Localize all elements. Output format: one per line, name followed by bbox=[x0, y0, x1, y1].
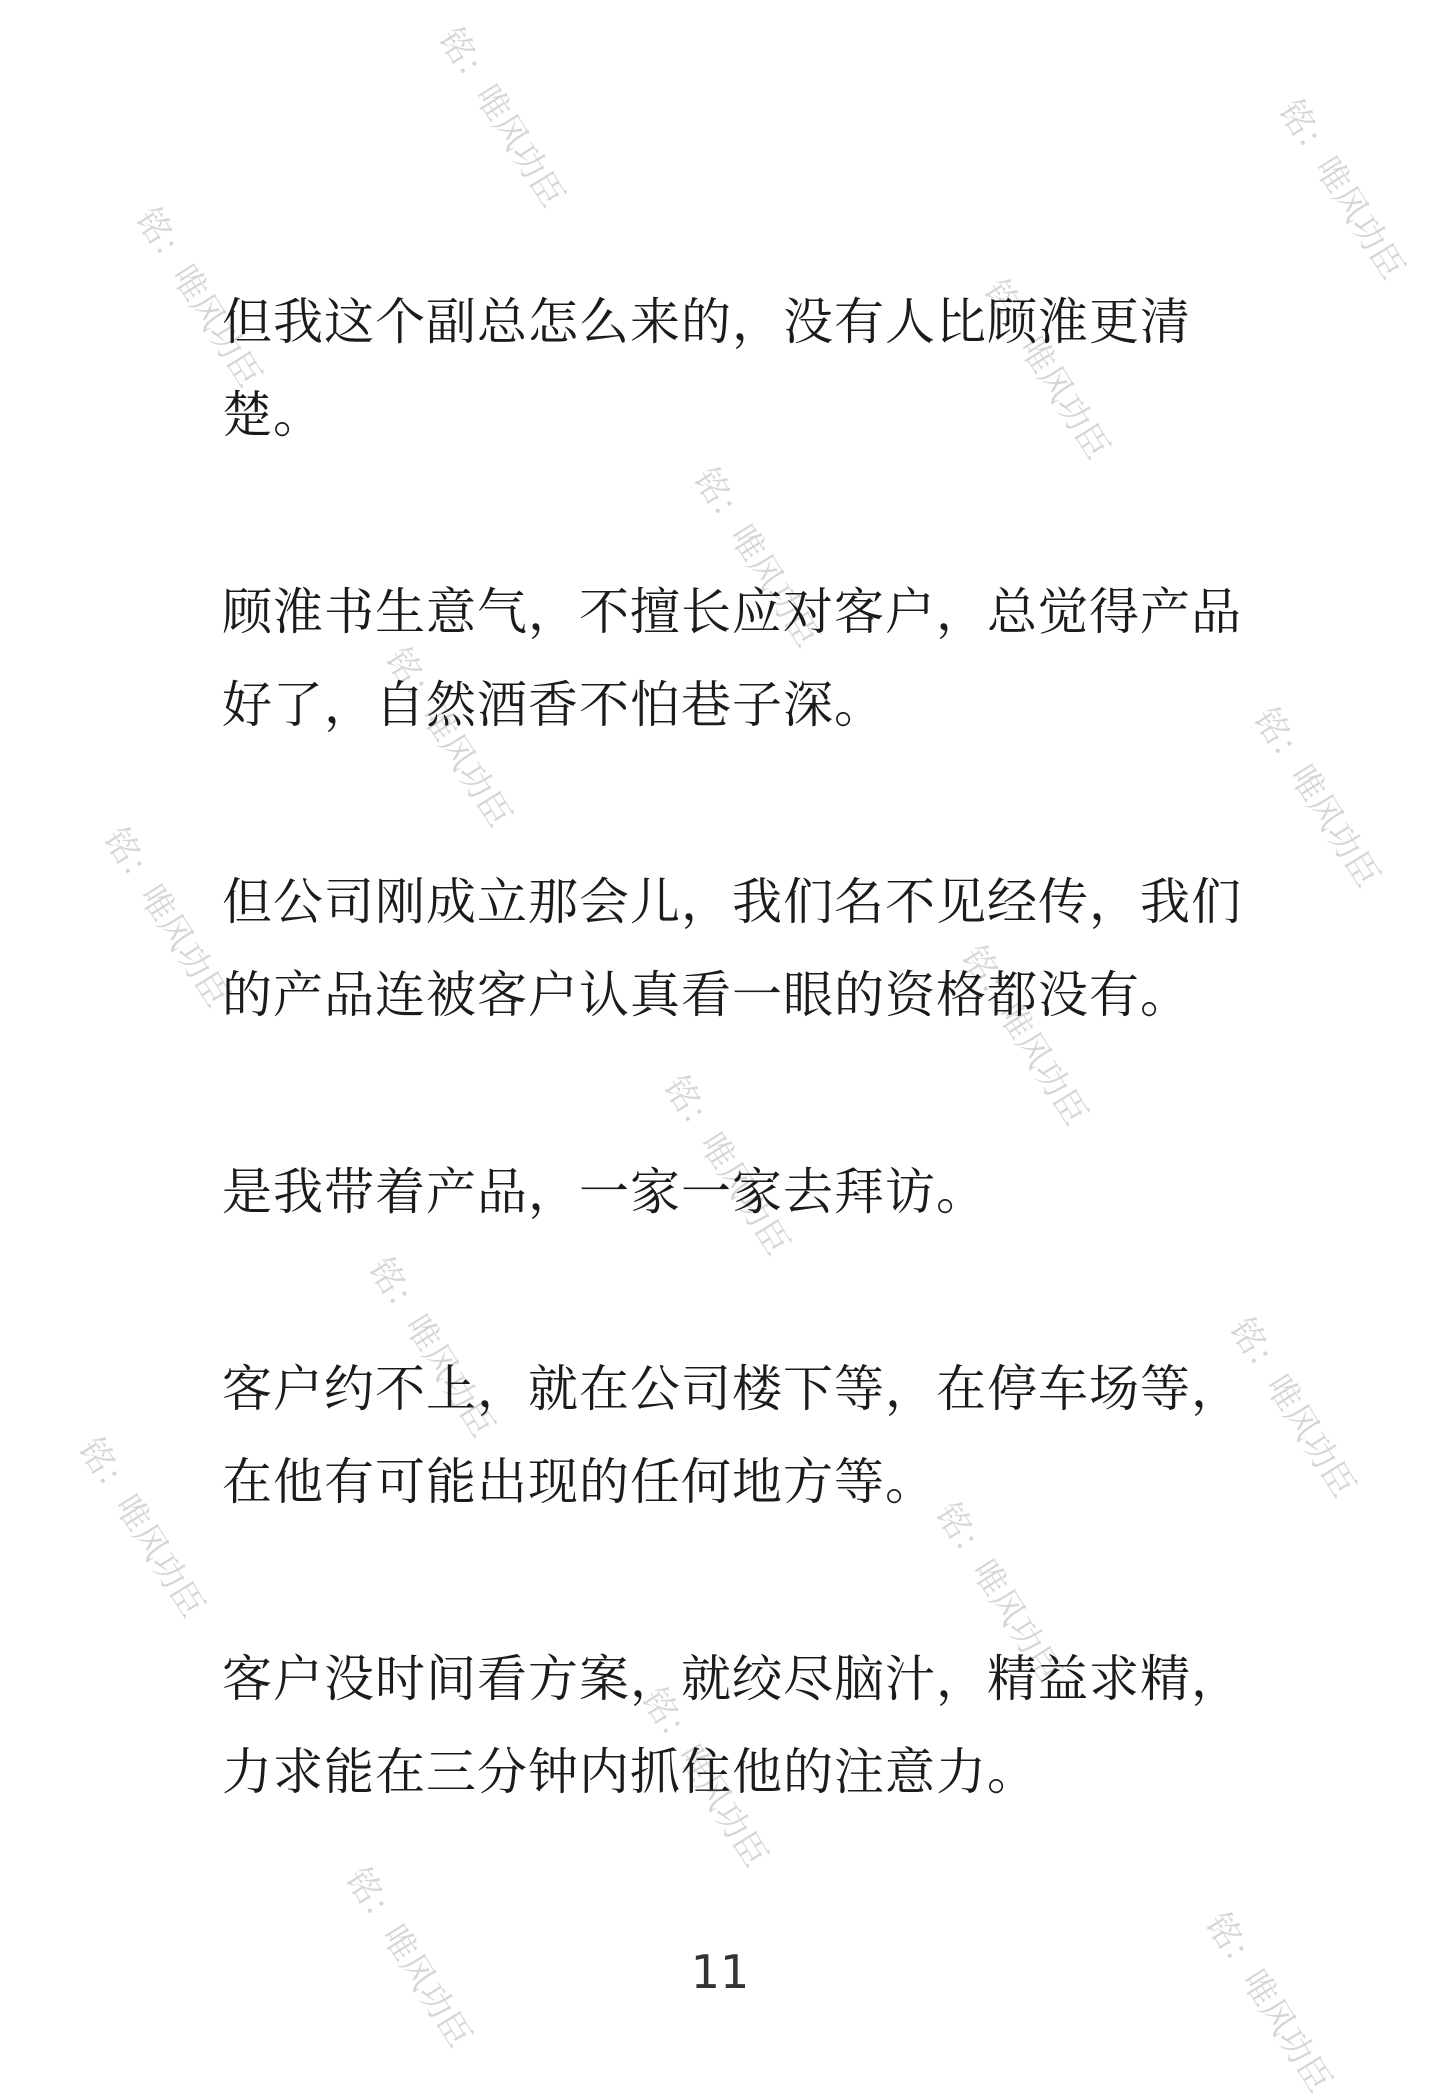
paragraph: 但我这个副总怎么来的，没有人比顾淮更清楚。 bbox=[222, 293, 1191, 444]
watermark: 铭：唯风功臣 bbox=[633, 1680, 776, 1875]
watermark: 铭：唯风功臣 bbox=[70, 1430, 213, 1625]
paragraph: 客户没时间看方案，就绞尽脑汁，精益求精，力求能在三分钟内抓住他的注意力。 bbox=[222, 1650, 1242, 1801]
watermark: 铭：唯风功臣 bbox=[975, 272, 1118, 467]
watermark: 铭：唯风功臣 bbox=[377, 640, 520, 835]
paragraph: 客户约不上，就在公司楼下等，在停车场等，在他有可能出现的任何地方等。 bbox=[222, 1360, 1242, 1511]
watermark: 铭：唯风功臣 bbox=[927, 1495, 1070, 1690]
watermark: 铭：唯风功臣 bbox=[95, 820, 238, 1015]
watermark: 铭：唯风功臣 bbox=[1221, 1310, 1364, 1505]
watermark: 铭：唯风功臣 bbox=[1245, 700, 1388, 895]
watermark: 铭：唯风功臣 bbox=[360, 1250, 503, 1445]
article-body bbox=[222, 276, 1242, 1923]
paragraph: 顾淮书生意气，不擅长应对客户，总觉得产品好了，自然酒香不怕巷子深。 bbox=[222, 583, 1242, 734]
paragraph: 是我带着产品，一家一家去拜访。 bbox=[222, 1163, 987, 1221]
page-number: 11 bbox=[690, 1945, 750, 1999]
watermark: 铭：唯风功臣 bbox=[655, 1068, 798, 1263]
watermark: 铭：唯风功臣 bbox=[1270, 92, 1413, 287]
watermark: 铭：唯风功臣 bbox=[430, 20, 573, 215]
watermark: 铭：唯风功臣 bbox=[337, 1860, 480, 2055]
watermark: 铭：唯风功臣 bbox=[127, 200, 270, 395]
watermark: 铭：唯风功臣 bbox=[685, 460, 828, 655]
watermark: 铭：唯风功臣 bbox=[1197, 1905, 1340, 2100]
paragraph: 但公司刚成立那会儿，我们名不见经传，我们的产品连被客户认真看一眼的资格都没有。 bbox=[222, 873, 1242, 1024]
watermark: 铭：唯风功臣 bbox=[953, 938, 1096, 1133]
